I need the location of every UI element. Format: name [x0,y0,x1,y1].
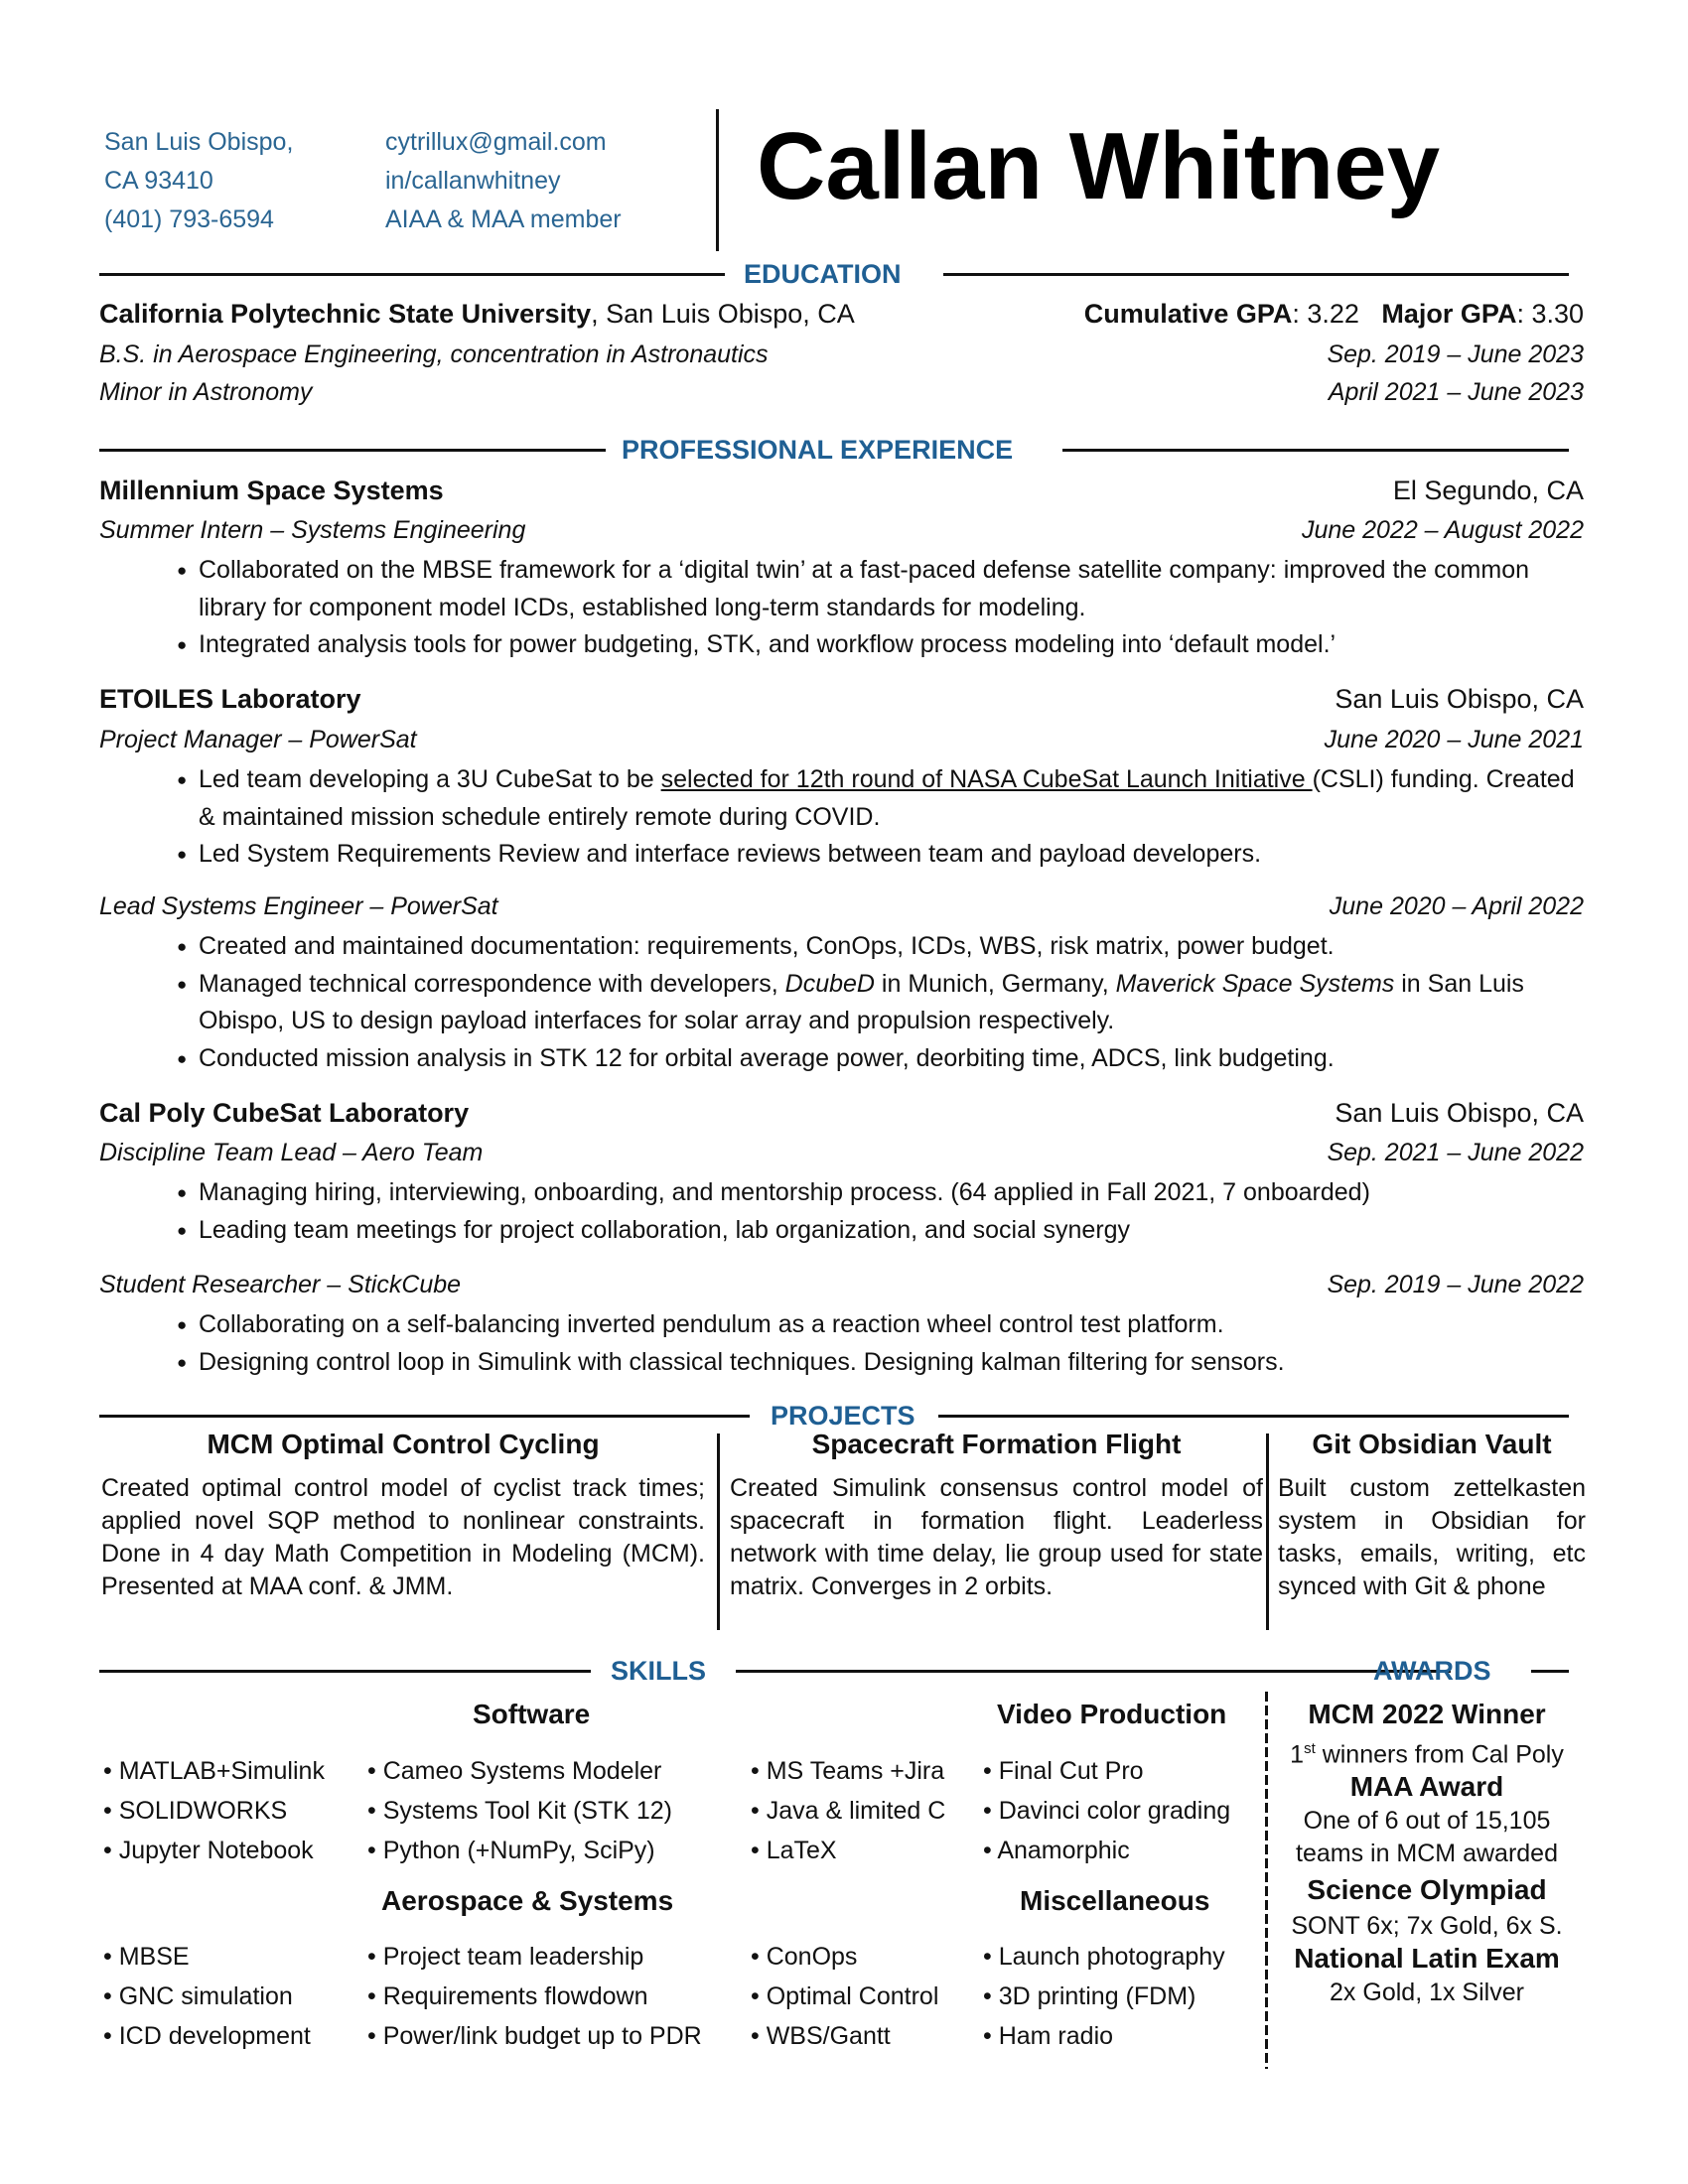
award-nle-desc: 2x Gold, 1x Silver [1330,1979,1524,2007]
education-section-header [99,256,1569,292]
degree-dates: Sep. 2019 – June 2023 [1327,341,1584,368]
role-dates: June 2020 – April 2022 [1329,892,1584,920]
project-desc: Created optimal control model of cyclist track times; applied novel SQP method to nonlinear constraints. Done in 4 day Math Competition in Modeling (MCM). Presented at MAA conf. & JMM. [101,1474,705,1600]
contact-online [385,123,622,239]
skills-aero-col2 [367,1937,702,2056]
role-dates: June 2022 – August 2022 [1301,516,1584,544]
school [99,299,855,330]
list-item: • Java & limited C [751,1791,945,1831]
list-item: • WBS/Gantt [751,2016,938,2056]
role-title: Student Researcher – StickCube [99,1271,462,1298]
list-item: • 3D printing (FDM) [983,1977,1225,2016]
list-item [177,966,1587,1040]
major-gpa-label: Major GPA [1381,299,1517,329]
project-card [730,1428,1263,1628]
list-item: • ICD development [103,2016,311,2056]
project-desc: Created Simulink consensus control model of spacecraft in formation flight. Leaderless network with time delay, lie group used for state matrix. Converges in 2 orbits. [730,1474,1263,1600]
list-item: ● Managing hiring, interviewing, onboarding, and mentorship process. (64 applied in Fall 2021, 7 onboarded) [177,1174,1587,1212]
list-item: • Launch photography [983,1937,1225,1977]
etoiles-se-bullets [177,928,1587,1077]
contact-state-zip: CA 93410 [104,167,213,195]
section-rule-right [1062,449,1569,452]
cubesat-lead-bullets [177,1174,1587,1249]
major-gpa-value: : 3.30 [1516,299,1584,329]
org-name: Cal Poly CubeSat Laboratory [99,1098,470,1128]
bullet-text: in Munich, Germany, [874,969,1116,998]
bullet-text-italic: Maverick Space Systems [1115,969,1395,998]
bullet-text: Managed technical correspondence with developers, [199,969,785,998]
project-title: MCM Optimal Control Cycling [207,1429,600,1459]
contact-phone[interactable]: (401) 793-6594 [104,205,274,233]
skills-aero-col1 [103,1937,311,2056]
section-rule-right [943,273,1569,276]
role-title: Lead Systems Engineer – PowerSat [99,892,498,920]
contact-email[interactable]: cytrillux@gmail.com [385,128,607,156]
list-item: • GNC simulation [103,1977,311,2016]
section-rule-middle [736,1670,1451,1673]
award-mcm-text: winners from Cal Poly [1315,1740,1564,1769]
org-name: ETOILES Laboratory [99,684,361,714]
role-title: Discipline Team Lead – Aero Team [99,1139,484,1166]
list-item: • LaTeX [751,1831,945,1870]
list-item: • MATLAB+Simulink [103,1751,325,1791]
cum-gpa-value: : 3.22 [1292,299,1359,329]
list-item: • Ham radio [983,2016,1225,2056]
contact-membership: AIAA & MAA member [385,205,622,233]
award-maa-desc2: teams in MCM awarded [1296,1840,1558,1868]
list-item: • Cameo Systems Modeler [367,1751,672,1791]
role-title: Summer Intern – Systems Engineering [99,516,526,544]
education-minor-row [99,378,1584,407]
list-item: • MBSE [103,1937,311,1977]
cubesat-role1-row [99,1139,1584,1167]
list-item: • Jupyter Notebook [103,1831,325,1870]
list-item: ● Conducted mission analysis in STK 12 for orbital average power, deorbiting time, ADCS, link budgeting. [177,1040,1587,1078]
skills-aero-title: Aerospace & Systems [381,1885,674,1916]
cum-gpa-label: Cumulative GPA [1083,299,1293,329]
skills-software-title: Software [473,1699,591,1729]
award-maa-title: MAA Award [1349,1771,1504,1803]
etoiles-role2-row [99,892,1584,921]
cslI-link[interactable]: selected for 12th round of NASA CubeSat Launch Initiative [660,765,1313,793]
bullet-text: Led team developing a 3U CubeSat to be [199,765,661,793]
experience-title: PROFESSIONAL EXPERIENCE [622,435,1014,465]
list-item: • Power/link budget up to PDR [367,2016,702,2056]
skills-misc-col [983,1937,1225,2056]
list-item: ● Led System Requirements Review and interface reviews between team and payload developers. [177,836,1587,874]
org-location: San Luis Obispo, CA [1335,684,1584,714]
list-item: • Project team leadership [367,1937,702,1977]
skills-software-col3 [751,1751,945,1870]
project-divider [717,1433,720,1630]
education-degree-row [99,341,1584,369]
org-location: San Luis Obispo, CA [1335,1098,1584,1128]
section-rule-left [99,449,606,452]
awards-list [1265,1699,1589,2007]
experience-section-header [99,432,1569,468]
contact-linkedin[interactable]: in/callanwhitney [385,167,561,195]
role-dates: Sep. 2019 – June 2022 [1327,1271,1584,1298]
millennium-role-row [99,516,1584,545]
candidate-name: Callan Whitney [757,113,1441,219]
award-so-title: Science Olympiad [1307,1874,1547,1906]
projects-title: PROJECTS [771,1401,915,1431]
cubesat-org-row [99,1098,1584,1129]
list-item: • Python (+NumPy, SciPy) [367,1831,672,1870]
award-so-desc: SONT 6x; 7x Gold, 6x S. [1291,1912,1563,1941]
list-item: • Optimal Control [751,1977,938,2016]
etoiles-role1-row [99,726,1584,754]
role-title: Project Manager – PowerSat [99,726,417,753]
skills-software-col1 [103,1751,325,1870]
minor-dates: April 2021 – June 2023 [1328,378,1584,406]
award-mcm-desc [1265,1740,1589,1769]
skills-awards-section-header [99,1653,1569,1689]
list-item: ● Integrated analysis tools for power budgeting, STK, and workflow process modeling into ‘default model.’ [177,626,1587,664]
awards-title: AWARDS [1373,1656,1491,1686]
school-location: , San Luis Obispo, CA [591,299,855,329]
list-item: ● Created and maintained documentation: requirements, ConOps, ICDs, WBS, risk matrix, power budget. [177,928,1587,966]
contact-address-phone [104,123,293,239]
section-rule-right [1531,1670,1569,1673]
degree: B.S. in Aerospace Engineering, concentration in Astronautics [99,341,769,368]
award-nle-title: National Latin Exam [1294,1943,1560,1975]
etoiles-org-row [99,684,1584,715]
skills-software-col2 [367,1751,672,1870]
school-name: California Polytechnic State University [99,299,592,329]
skills-video-title: Video Production [997,1699,1227,1729]
org-name: Millennium Space Systems [99,476,444,505]
millennium-bullets [177,552,1587,664]
org-location: El Segundo, CA [1392,476,1584,505]
list-item: ● Collaborating on a self-balancing inverted pendulum as a reaction wheel control test platform. [177,1306,1587,1344]
bullet-text: (CSLI) funding. Created & maintained mission schedule entirely remote during COVID. [199,765,1575,831]
project-title: Spacecraft Formation Flight [811,1429,1182,1459]
project-card [1278,1428,1586,1628]
project-desc: Built custom zettelkasten system in Obsidian for tasks, emails, writing, etc synced with Git & phone [1278,1474,1586,1600]
award-maa-desc1: One of 6 out of 15,105 [1303,1807,1551,1836]
skills-title: SKILLS [611,1656,707,1686]
cubesat-role2-row [99,1271,1584,1299]
project-divider [1266,1433,1269,1630]
etoiles-pm-bullets [177,761,1587,874]
minor: Minor in Astronomy [99,378,313,406]
contact-city: San Luis Obispo, [104,128,294,156]
award-mcm-rank-suffix: st [1304,1740,1316,1757]
list-item: • ConOps [751,1937,938,1977]
cubesat-research-bullets [177,1306,1587,1381]
education-school-row [99,299,1584,330]
section-rule-left [99,1670,591,1673]
skills-video-col [983,1751,1230,1870]
list-item: ● Designing control loop in Simulink with classical techniques. Designing kalman filtering for sensors. [177,1344,1587,1382]
list-item: • Systems Tool Kit (STK 12) [367,1791,672,1831]
list-item: ● Leading team meetings for project collaboration, lab organization, and social synergy [177,1212,1587,1250]
gpa [1084,299,1584,330]
section-rule-left [99,1415,750,1418]
project-title: Git Obsidian Vault [1312,1429,1552,1459]
list-item: • Anamorphic [983,1831,1230,1870]
list-item [177,761,1587,836]
role-dates: June 2020 – June 2021 [1324,726,1584,753]
section-rule-right [938,1415,1569,1418]
list-item: • MS Teams +Jira [751,1751,945,1791]
millennium-org-row [99,476,1584,506]
header-divider [716,109,719,251]
list-item: • Davinci color grading [983,1791,1230,1831]
award-mcm-title: MCM 2022 Winner [1308,1699,1546,1729]
list-item: ● Collaborated on the MBSE framework for a ‘digital twin’ at a fast-paced defense satellite company: improved the common library for component model ICDs, established long-term standards for modeling. [177,552,1587,626]
award-mcm-rank: 1 [1290,1740,1305,1769]
education-title: EDUCATION [744,259,902,289]
bullet-text: in San Luis Obispo, US to design payload interfaces for solar array and propulsion respectively. [199,969,1524,1034]
skills-misc-title: Miscellaneous [1020,1885,1210,1916]
skills-aero-col3 [751,1937,938,2056]
role-dates: Sep. 2021 – June 2022 [1327,1139,1584,1166]
list-item: • Final Cut Pro [983,1751,1230,1791]
project-card [101,1428,705,1628]
list-item: • Requirements flowdown [367,1977,702,2016]
section-rule-left [99,273,725,276]
bullet-text-italic: DcubeD [784,969,875,998]
list-item: • SOLIDWORKS [103,1791,325,1831]
